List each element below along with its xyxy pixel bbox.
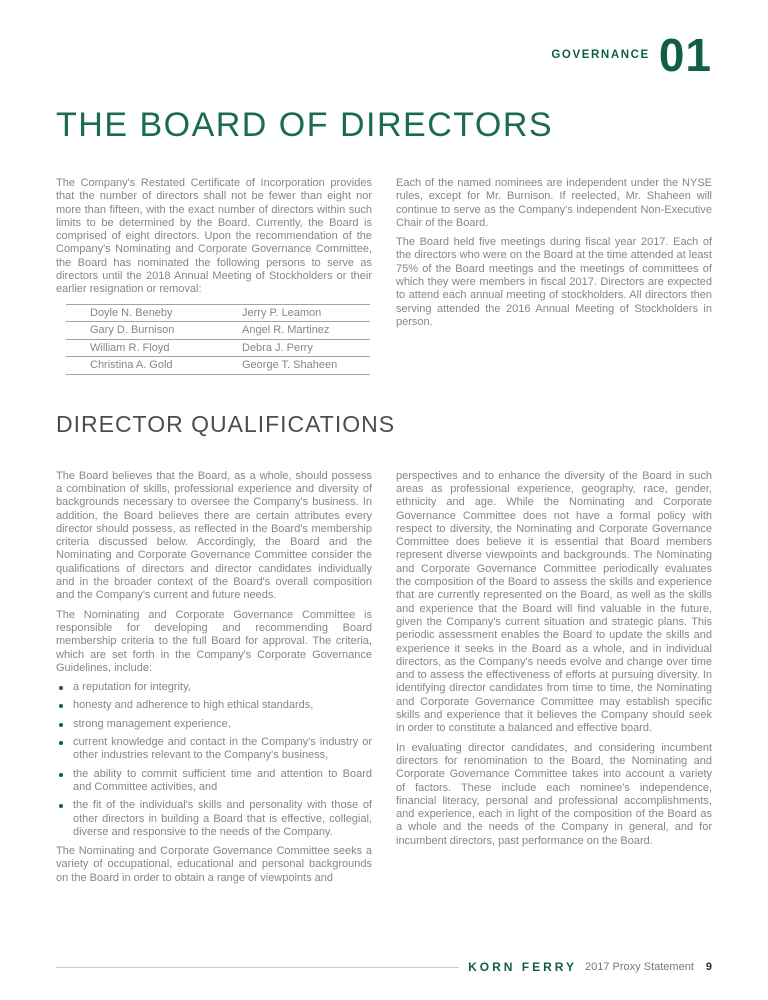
board-right-column xyxy=(396,177,712,375)
nominee-name: George T. Shaheen xyxy=(242,359,338,372)
qualifications-paragraph: perspectives and to enhance the diversity of the Board in such areas as professional experience, geography, race, gender, ethnicity and age. While the Nominating and Corporate Governance Committee does not have a formal policy with respect to diversity, the Nominating and Corporate Governance Committee does believe it is essential that Board members represent diverse viewpoints and backgrounds. The Nominating and Corporate Governance Committee periodically evaluates the composition of the Board to assess the skills and experience that are currently represented on the Board, as well as the skills and experience that the Board will find valuable in the future, given the Company's current situation and strategic plans. This periodic assessment enables the Board to update the skills and experience it seeks in the Board as a whole, and in individual directors, as the Company's needs evolve and change over time and to assess the effectiveness of efforts at pursuing diversity. In identifying director candidates from time to time, the Nominating and Corporate Governance Committee may establish specific skills and experience that it believes the Company should seek in order to constitute a balanced and effective board. xyxy=(396,469,712,735)
nominee-name: Debra J. Perry xyxy=(242,341,313,354)
qualifications-heading: DIRECTOR QUALIFICATIONS xyxy=(56,410,396,437)
nominee-name: Doyle N. Beneby xyxy=(90,306,173,319)
table-row xyxy=(66,322,370,340)
list-item xyxy=(56,736,372,763)
board-paragraph: Each of the named nominees are independent under the NYSE rules, except for Mr. Burnison. If reelected, Mr. Shaheen will continue to serve as the Company's independent Non-Executive Chair of the Board. xyxy=(396,177,712,229)
page-title: THE BOARD OF DIRECTORS xyxy=(56,106,554,144)
bullet-icon xyxy=(59,723,63,727)
list-item-text: current knowledge and contact in the Company's industry or other industries relevant to the Company's business, xyxy=(73,736,372,762)
bullet-icon xyxy=(59,804,63,808)
footer-brand: KORN FERRY xyxy=(468,960,578,974)
footer-document-title: 2017 Proxy Statement xyxy=(585,961,694,973)
qualifications-paragraph: The Board believes that the Board, as a whole, should possess a combination of skills, professional experience and diversity of backgrounds necessary to oversee the Company's business. In addition, the Board believes there are certain attributes every director should possess, as reflected in the Board's membership criteria discussed below. Accordingly, the Board and the Nominating and Corporate Governance Committee consider the qualifications of directors and director candidates individually and in the broader context of the Board's overall composition and the Company's current and future needs. xyxy=(56,469,372,602)
qualifications-section xyxy=(56,470,712,885)
board-paragraph: The Board held five meetings during fiscal year 2017. Each of the directors who were on the Board at the time attended at least 75% of the Board meetings and the meetings of committees of which they were members in fiscal 2017. Directors are expected to attend each annual meeting of stockholders. All directors then serving attended the 2016 Annual Meeting of Stockholders in person. xyxy=(396,236,712,328)
nominee-name: Christina A. Gold xyxy=(90,359,173,372)
list-item-text: honesty and adherence to high ethical standards, xyxy=(73,699,314,712)
nominees-table xyxy=(66,304,370,375)
bullet-icon xyxy=(59,704,63,708)
section-label: GOVERNANCE xyxy=(551,49,650,61)
bullet-icon xyxy=(59,741,63,745)
list-item-text: a reputation for integrity, xyxy=(73,681,191,694)
footer-rule xyxy=(56,967,459,968)
list-item xyxy=(56,799,372,839)
qualifications-paragraph: The Nominating and Corporate Governance Committee is responsible for developing and recommending Board membership criteria to the full Board for approval. The criteria, which are set forth in the Company's Corporate Governance Guidelines, include: xyxy=(56,608,372,674)
list-item-text: strong management experience, xyxy=(73,717,231,730)
table-row xyxy=(66,340,370,358)
nominee-name: Gary D. Burnison xyxy=(90,324,175,337)
page-footer xyxy=(56,960,712,974)
nominee-name: William R. Floyd xyxy=(90,341,170,354)
board-left-column xyxy=(56,177,372,375)
table-row xyxy=(66,305,370,323)
criteria-list xyxy=(56,681,372,839)
bullet-icon xyxy=(59,686,63,690)
board-section xyxy=(56,177,712,375)
list-item xyxy=(56,718,372,731)
list-item xyxy=(56,681,372,694)
bullet-icon xyxy=(59,773,63,777)
nominee-name: Angel R. Martinez xyxy=(242,324,330,337)
chapter-header xyxy=(56,0,712,81)
qualifications-left-column xyxy=(56,470,372,885)
list-item xyxy=(56,768,372,795)
list-item xyxy=(56,699,372,712)
qualifications-paragraph: The Nominating and Corporate Governance Committee seeks a variety of occupational, educational and personal backgrounds on the Board in order to obtain a range of viewpoints and xyxy=(56,845,372,884)
list-item-text: the ability to commit sufficient time and attention to Board and Committee activities, and xyxy=(73,767,372,793)
footer-page-number: 9 xyxy=(705,961,712,973)
table-row xyxy=(66,357,370,375)
nominee-name: Jerry P. Leamon xyxy=(242,306,322,319)
section-number: 01 xyxy=(658,28,712,81)
board-intro-paragraph: The Company's Restated Certificate of Incorporation provides that the number of directors shall not be fewer than eight nor more than fifteen, with the exact number of directors within such limits to be determined by the Board. Currently, the Board is comprised of eight directors. Upon the recommendation of the Company's Nominating and Corporate Governance Committee, the Board has nominated the following persons to serve as directors until the 2018 Annual Meeting of Stockholders or their earlier resignation or removal: xyxy=(56,177,372,296)
qualifications-right-column xyxy=(396,470,712,885)
qualifications-paragraph: In evaluating director candidates, and considering incumbent directors for renomination to the Board, the Nominating and Corporate Governance Committee takes into account a variety of factors. These include each nominee's independence, financial literacy, personal and professional accomplishments, and experience, each in light of the composition of the Board as a whole and the needs of the Company in general, and for incumbent directors, past performance on the Board. xyxy=(396,741,712,847)
list-item-text: the fit of the individual's skills and personality with those of other directors in building a Board that is effective, collegial, diverse and responsive to the needs of the Company. xyxy=(73,799,372,838)
